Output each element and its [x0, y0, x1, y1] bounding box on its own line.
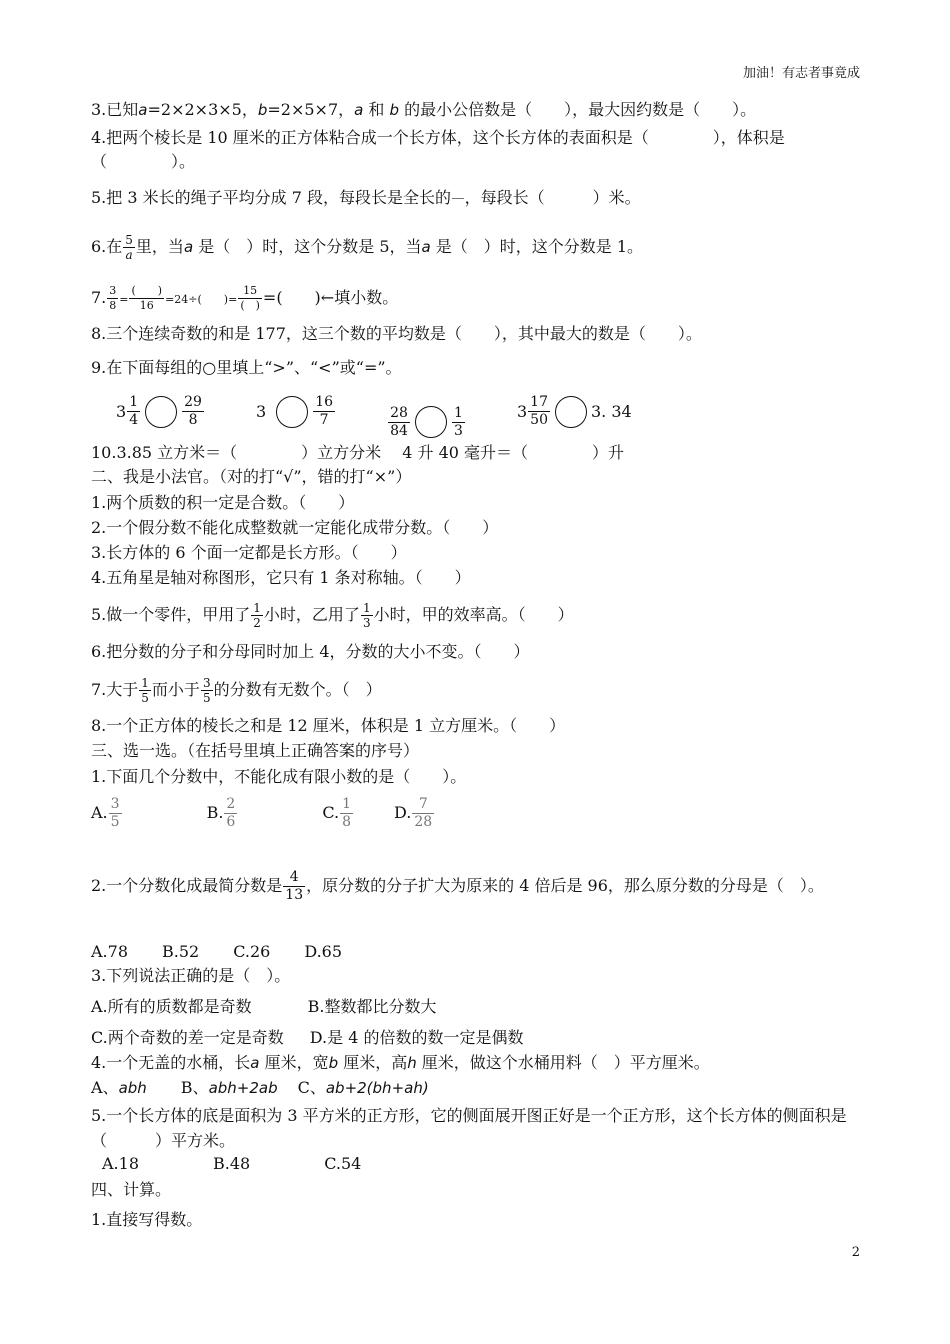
q6-text: 是（ ）时，这个分数是 1。 [430, 237, 644, 256]
var-b: b [328, 1054, 339, 1072]
denominator: a [125, 248, 133, 262]
answer-circle[interactable] [555, 396, 587, 428]
numerator: 1 [129, 394, 139, 410]
s2-item-2: 2.一个假分数不能化成整数就一定能化成带分数。（ ） [91, 518, 499, 537]
option-label: A. [91, 803, 108, 822]
fraction [224, 796, 237, 831]
fraction [388, 405, 410, 440]
question-3 [91, 100, 756, 120]
numerator: 3 [202, 676, 211, 690]
fraction [412, 796, 434, 831]
s3-question-2 [91, 866, 861, 906]
whole: 3 [516, 401, 528, 421]
page-header: 加油！有志者事竟成 [742, 66, 860, 81]
denominator: 8 [109, 299, 117, 312]
option-expr: abh+2ab [208, 1079, 278, 1097]
fraction [340, 796, 353, 831]
s3-question-5: 5.一个长方体的底是面积为 3 平方米的正方形，它的侧面展开图正好是一个正方形，这个长方体的侧面积是（ ）平方米。 [91, 1106, 847, 1150]
numerator: 1 [453, 404, 463, 421]
denominator: 28 [414, 814, 433, 830]
q3-text: =2×2×3×5， [147, 100, 258, 119]
question-7 [91, 284, 398, 313]
denominator: ( ) [240, 299, 260, 312]
s4-question-1: 1.直接写得数。 [91, 1210, 203, 1229]
q7-text: 7. [91, 288, 107, 307]
s2-item-4: 4.五角星是轴对称图形，它只有 1 条对称轴。（ ） [91, 568, 471, 587]
fraction [182, 394, 204, 429]
denominator: 5 [110, 814, 120, 830]
numerator: 29 [184, 394, 202, 410]
numerator: 2 [226, 796, 236, 812]
option-b[interactable]: B.48 [213, 1154, 251, 1173]
whole: 3 [116, 401, 127, 421]
option-label: A、 [91, 1078, 119, 1097]
whole: 3 [256, 401, 267, 421]
var-a: a [138, 101, 148, 119]
s2-5-text: 5.做一个零件，甲用了 [91, 605, 251, 624]
q6-text: 6.在 [91, 237, 123, 256]
answer-circle[interactable] [276, 396, 308, 428]
s3-4-text: 厘米，高 [338, 1053, 408, 1072]
s2-item-5 [91, 601, 574, 630]
fraction [139, 676, 151, 705]
section-4-title: 四、计算。 [91, 1180, 172, 1199]
blank-fraction [452, 184, 464, 213]
option-b[interactable]: B.整数都比分数大 [307, 997, 437, 1016]
fraction [528, 394, 550, 429]
denominator: 3 [453, 422, 463, 439]
option-label: C、 [297, 1078, 326, 1097]
option-b[interactable] [181, 1078, 278, 1098]
option-expr: ab+2(bh+ah) [325, 1079, 429, 1097]
compare-row [116, 394, 632, 440]
s2-5-text: 小时，乙用了 [263, 605, 360, 624]
section-2-title: 二、我是小法官。（对的打“√”，错的打“×”） [91, 467, 412, 486]
q6-text: 里，当 [135, 237, 184, 256]
option-a[interactable]: A.所有的质数都是奇数 [91, 997, 252, 1016]
s3-q4-options [91, 1078, 469, 1098]
option-label: B、 [180, 1078, 209, 1097]
s2-item-3: 3.长方体的 6 个面一定都是长方形。（ ） [91, 543, 407, 562]
s2-item-7 [91, 676, 382, 705]
var-b: b [257, 101, 268, 119]
denominator: 13 [285, 887, 304, 903]
numerator: 1 [141, 676, 149, 690]
fraction [283, 869, 305, 904]
option-label: C. [322, 803, 340, 822]
var-a: a [183, 238, 194, 256]
s2-item-6: 6.把分数的分子和分母同时加上 4，分数的大小不变。（ ） [91, 642, 530, 661]
option-expr: abh [118, 1079, 147, 1097]
numerator: 4 [283, 869, 305, 887]
option-c[interactable]: C.26 [233, 942, 271, 961]
q6-text: 是（ ）时，这个分数是 5，当 [193, 237, 422, 256]
option-c[interactable]: C.两个奇数的差一定是奇数 [91, 1028, 284, 1047]
denominator: 84 [390, 422, 408, 439]
s3-4-text: 厘米，宽 [259, 1053, 329, 1072]
page-number: 2 [851, 1245, 860, 1260]
s3-4-text: 4.一个无盖的水桶，长 [91, 1053, 251, 1072]
option-d[interactable]: D.是 4 的倍数的数一定是偶数 [309, 1028, 524, 1047]
numerator: 1 [362, 601, 371, 615]
option-label: D. [394, 803, 412, 822]
q7-text: =24÷( )= [165, 293, 238, 306]
fraction [251, 601, 263, 630]
denominator: 2 [253, 616, 261, 630]
fraction [201, 676, 213, 705]
question-4: 4.把两个棱长是 10 厘米的正方体粘合成一个长方体，这个长方体的表面积是（ ），体积是（ ）。 [91, 128, 785, 171]
compare-item-4 [517, 394, 632, 429]
fraction [313, 394, 335, 429]
denominator: 5 [202, 691, 211, 705]
fraction [109, 796, 122, 831]
question-5 [91, 184, 641, 213]
denominator: 7 [319, 412, 329, 428]
q3-text: 的最小公倍数是（ ），最大因约数是（ ）。 [399, 100, 757, 119]
q7-text: = [119, 293, 129, 306]
decimal: 3. 34 [591, 401, 632, 421]
var-h: h [407, 1054, 417, 1072]
question-6 [91, 233, 643, 262]
answer-circle[interactable] [145, 396, 177, 428]
q3-text: 3.已知 [91, 100, 139, 119]
s3-q3-options-row2 [91, 1028, 563, 1048]
numerator: 3 [109, 284, 117, 297]
option-d[interactable]: D.65 [304, 942, 343, 961]
option-d[interactable] [394, 796, 435, 831]
option-b[interactable] [207, 796, 239, 831]
denominator: 8 [342, 814, 352, 830]
s3-question-1: 1.下面几个分数中，不能化成有限小数的是（ ）。 [91, 767, 467, 786]
fraction [107, 284, 118, 313]
fraction [129, 284, 164, 313]
option-b[interactable]: B.52 [162, 942, 200, 961]
compare-item-3 [387, 405, 466, 440]
s2-7-text: 而小于 [151, 680, 200, 699]
option-a[interactable]: A.18 [102, 1154, 139, 1173]
denominator: 3 [362, 616, 371, 630]
numerator: 3 [110, 796, 120, 812]
s3-q5-options [102, 1154, 401, 1174]
denominator: 16 [139, 299, 154, 312]
fraction [127, 394, 140, 429]
s3-question-3: 3.下列说法正确的是（ ）。 [91, 966, 291, 985]
section-3-title: 三、选一选。（在括号里填上正确答案的序号） [91, 741, 420, 760]
q3-text: =2×5×7， [267, 100, 355, 119]
q5-text: 5.把 3 米长的绳子平均分成 7 段，每段长是全长的 [91, 188, 451, 207]
var-a: a [354, 101, 364, 119]
s2-7-text: 的分数有无数个。（ ） [213, 680, 382, 699]
option-a[interactable] [91, 796, 123, 831]
question-9: 9.在下面每组的○里填上“>”、“<”或“=”。 [91, 358, 402, 377]
s3-4-text: 厘米，做这个水桶用料（ ）平方厘米。 [416, 1053, 710, 1072]
question-8: 8.三个连续奇数的和是 177，这三个数的平均数是（ ），其中最大的数是（ ）。 [91, 324, 702, 343]
var-b: b [389, 101, 400, 119]
numerator: 28 [390, 404, 408, 421]
fraction [123, 233, 135, 262]
s3-2-text: ，原分数的分子扩大为原来的 4 倍后是 96，那么原分数的分母是（ ）。 [306, 876, 824, 895]
q3-text: 和 [363, 100, 390, 119]
s2-5-text: 小时，甲的效率高。（ ） [373, 605, 574, 624]
s2-item-1: 1.两个质数的积一定是合数。（ ） [91, 493, 355, 512]
option-a[interactable]: A.78 [91, 942, 128, 961]
s3-2-text: 2.一个分数化成最简分数是 [91, 876, 283, 895]
answer-circle[interactable] [415, 406, 447, 438]
fraction [361, 601, 373, 630]
q7-text: =( )←填小数。 [262, 288, 399, 307]
numerator: 7 [412, 796, 434, 814]
denominator: 8 [188, 412, 198, 428]
numerator: 5 [125, 233, 133, 247]
s2-item-8: 8.一个正方体的棱长之和是 12 厘米，体积是 1 立方厘米。（ ） [91, 716, 566, 735]
numerator: 16 [315, 394, 334, 410]
option-c[interactable] [298, 1078, 429, 1098]
s2-7-text: 7.大于 [91, 680, 139, 699]
option-label: B. [206, 803, 224, 822]
numerator: 1 [342, 796, 352, 812]
var-a: a [421, 238, 431, 256]
numerator: ( ) [131, 284, 163, 297]
q5-text: ，每段长（ ）米。 [464, 188, 641, 207]
numerator: 1 [253, 601, 261, 615]
var-a: a [250, 1054, 260, 1072]
option-c[interactable]: C.54 [324, 1154, 362, 1173]
denominator: 6 [226, 814, 236, 830]
fraction [238, 284, 262, 313]
option-c[interactable] [322, 796, 354, 831]
denominator: 5 [141, 691, 149, 705]
compare-item-1 [116, 394, 205, 429]
denominator: 4 [129, 412, 139, 428]
s3-q3-options-row1 [91, 997, 477, 1017]
numerator: 17 [530, 394, 548, 410]
s3-q2-options [91, 942, 382, 962]
denominator: 50 [530, 412, 548, 428]
compare-item-2 [256, 394, 336, 429]
question-10: 10.3.85 立方米＝（ ）立方分米 4 升 40 毫升＝（ ）升 [91, 443, 625, 462]
option-a[interactable] [91, 1078, 147, 1098]
fraction [452, 405, 465, 440]
s3-q1-options [91, 796, 475, 831]
numerator: 15 [238, 284, 262, 299]
s3-question-4 [91, 1053, 710, 1073]
